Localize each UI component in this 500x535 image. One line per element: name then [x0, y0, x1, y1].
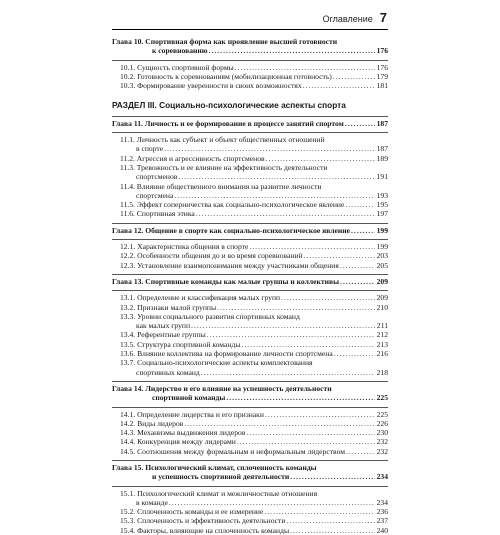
divider — [112, 116, 388, 117]
toc-entry: 11.5. Эффект соперничества как социально-психологическое явление ..... 195 — [112, 200, 388, 209]
toc-entry: 13.4. Референтные группы ..... 212 — [112, 330, 388, 339]
toc-entry: 11.2. Агрессия и агрессивность спортсменов ..... 189 — [112, 154, 388, 163]
toc-entry: 14.1. Определение лидерства и его признаки ..... 225 — [112, 407, 388, 419]
toc-entry: 13.3. Уровни социального развития спортивных команд — [120, 311, 300, 321]
toc-entry: 11.6. Спортивная этика ..... 197 — [112, 209, 388, 218]
chapter-14-heading-cont: спортивной команды ..... 225 — [112, 393, 388, 402]
toc-entry: 13.5. Структура спортивной команды ..... 213 — [112, 340, 388, 349]
toc-entry: 12.1. Характеристика общения в спорте ..... 199 — [112, 239, 388, 251]
toc-entry-cont: спортсмена ..... 193 — [112, 191, 388, 200]
toc-entry: 10.1. Сущность спортивной формы ..... 176 — [112, 60, 388, 72]
chapter-15-heading-cont: и успешность спортивной деятельности ..... 234 — [112, 472, 388, 481]
page-ref: 176 — [376, 46, 388, 56]
toc-entry: 12.3. Установление взаимопонимания между участниками общения ..... 205 — [112, 261, 388, 270]
toc-entry: 13.1. Определение и классификация малых групп ..... 209 — [112, 290, 388, 302]
toc-entry: 13.6. Влияние коллектива на формирование личности спортсмена ..... 216 — [112, 349, 388, 358]
running-header — [323, 10, 387, 25]
chapter-12-heading: Глава 12. Общение в спорте как социально-психологическое явление ..... 199 — [112, 223, 388, 235]
chapter-10-heading-cont: к соревнованию ..... 176 — [112, 46, 388, 55]
toc-entry-cont: спортивных команд ..... 218 — [112, 368, 388, 377]
toc-entry-cont: в спорте ..... 187 — [112, 144, 388, 153]
toc-entry-cont: спортсменов ..... 191 — [112, 172, 388, 181]
toc-entry-cont: в команде ..... 234 — [112, 498, 388, 507]
toc-entry: 15.4. Факторы, влияющие на сплоченность команды ..... 240 — [112, 526, 388, 535]
toc-entry: 10.2. Готовность к соревнованиям (мобилизационная готовность) ..... 179 — [112, 72, 388, 81]
toc-entry: 15.1. Психологический климат и межличностные отношения — [112, 486, 388, 498]
toc-entry: 12.2. Особенности общения до и во время соревнований ..... 203 — [112, 251, 388, 260]
toc-entry: 15.2. Сплоченность команды и ее измерение ..... 236 — [112, 507, 388, 516]
chapter-14-heading: Глава 14. Лидерство и его влияние на успешность деятельности — [112, 381, 388, 393]
toc-entry: 14.2. Виды лидеров ..... 226 — [112, 419, 388, 428]
chapter-13-heading: Глава 13. Спортивные команды как малые группы и коллективы ..... 209 — [112, 274, 388, 286]
chapter-15-heading: Глава 15. Психологический климат, сплоченность команды — [112, 460, 388, 472]
toc-entry-cont: как малых групп ..... 211 — [112, 321, 388, 330]
dot-leader — [209, 46, 375, 55]
toc-entry: 14.4. Конкуренция между лидерами ..... 232 — [112, 437, 388, 446]
toc-entry: 11.3. Тревожность и ее влияние на эффективность деятельности — [120, 162, 328, 172]
chapter-11-heading: Глава 11. Личность и ее формирование в процессе занятий спортом ..... 187 — [112, 119, 388, 128]
section-heading: РАЗДЕЛ III. Социально-психологические аспекты спорта — [112, 100, 346, 111]
toc-entry: 13.7. Социально-психологические аспекты комплектования — [120, 358, 313, 368]
toc-entry: 14.5. Соотношения между формальным и неформальным лидерством ..... 232 — [112, 447, 388, 456]
table-of-contents — [112, 37, 388, 535]
toc-entry: 11.4. Влияние общественного внимания на развитие личности — [120, 181, 322, 191]
chapter-10-heading: Глава 10. Спортивная форма как проявление высшей готовности — [112, 37, 338, 46]
page-number: 7 — [379, 10, 387, 25]
toc-entry: 11.1. Личность как субъект и объект общественных отношений — [112, 132, 388, 144]
toc-entry: 10.3. Формирование уверенности в своих возможностях ..... 181 — [112, 81, 388, 90]
toc-entry: 15.3. Сплоченность и эффективность деятельности ..... 237 — [112, 516, 388, 525]
toc-entry: 14.3. Механизмы выдвижения лидеров ..... 230 — [112, 428, 388, 437]
header-title: Оглавление — [322, 14, 373, 24]
header-rule — [112, 29, 388, 30]
toc-entry: 13.2. Признаки малой группы ..... 210 — [112, 303, 388, 312]
